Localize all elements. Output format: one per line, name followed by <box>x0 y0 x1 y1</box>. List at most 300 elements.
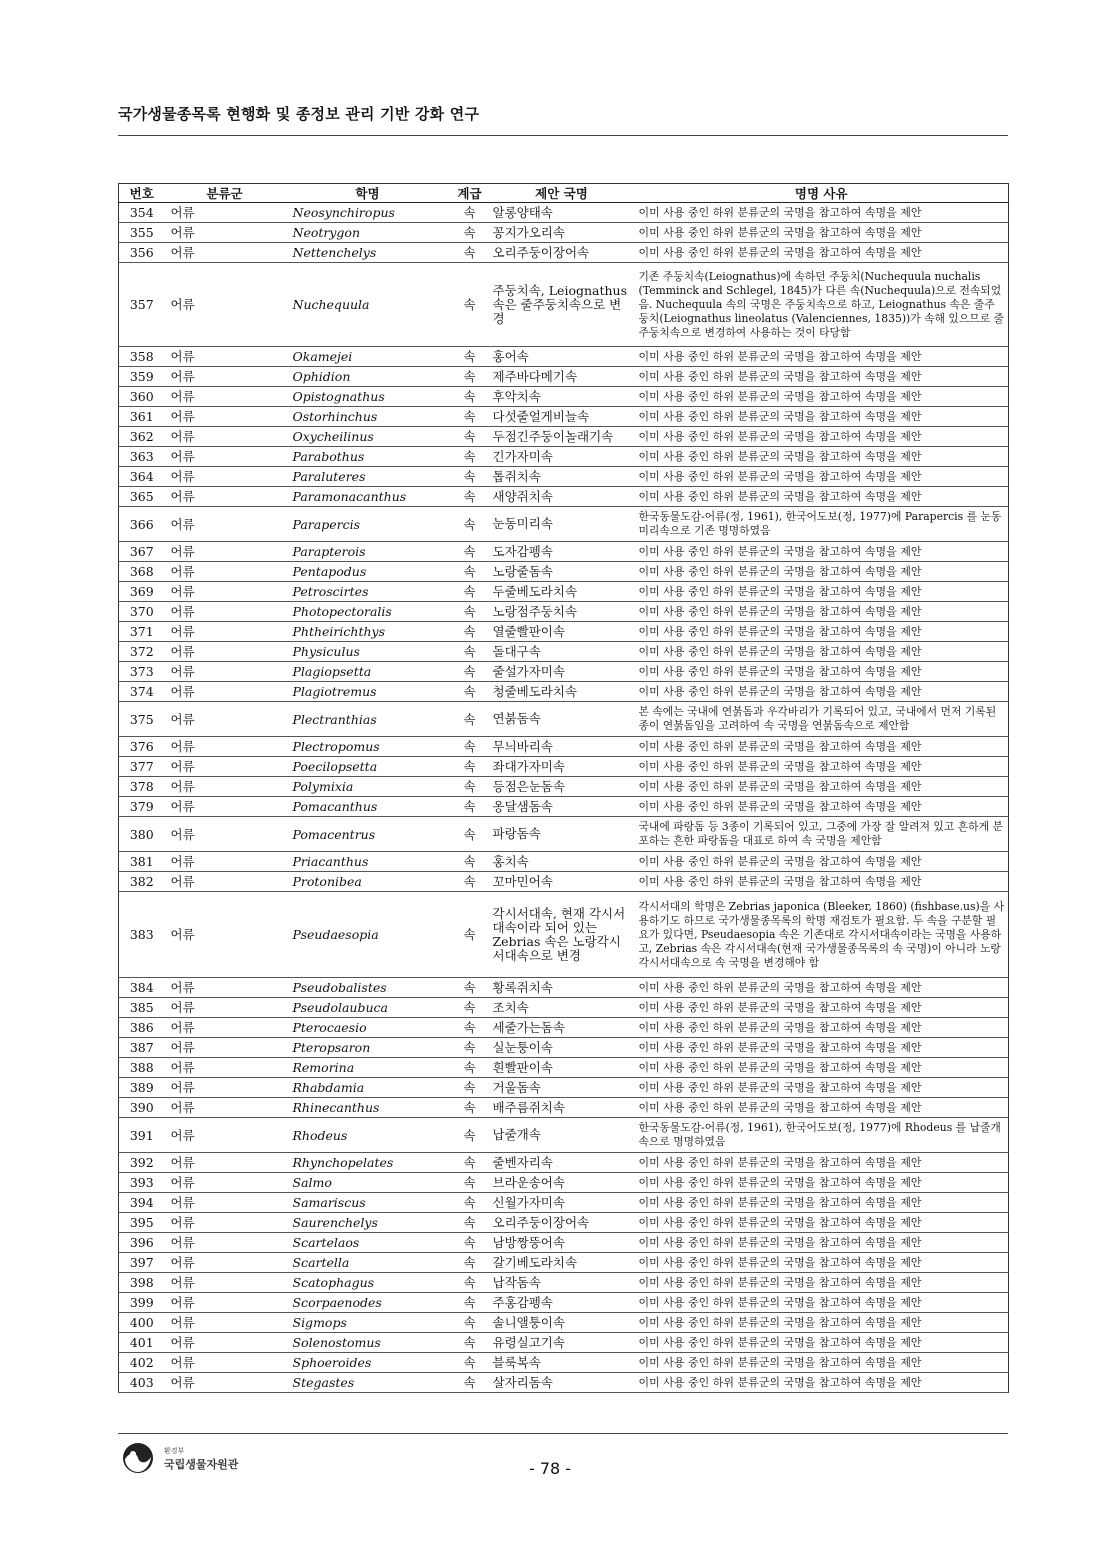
table-row <box>119 797 1009 817</box>
row-rank: 속 <box>451 1253 489 1273</box>
row-rank: 속 <box>451 1353 489 1373</box>
table-row <box>119 737 1009 757</box>
row-number: 376 <box>119 737 165 757</box>
row-reason: 이미 사용 중인 하위 분류군의 국명을 참고하여 속명을 제안 <box>635 562 1009 582</box>
row-reason: 이미 사용 중인 하위 분류군의 국명을 참고하여 속명을 제안 <box>635 642 1009 662</box>
row-scientific-name: Nuchequula <box>285 263 451 347</box>
row-group: 어류 <box>165 1253 285 1273</box>
table-row <box>119 1078 1009 1098</box>
row-number: 372 <box>119 642 165 662</box>
row-number: 394 <box>119 1193 165 1213</box>
row-scientific-name: Rhabdamia <box>285 1078 451 1098</box>
row-group: 어류 <box>165 407 285 427</box>
row-reason: 이미 사용 중인 하위 분류군의 국명을 참고하여 속명을 제안 <box>635 1173 1009 1193</box>
column-header: 명명 사유 <box>635 184 1009 203</box>
row-korean-name: 솔니앨퉁이속 <box>489 1313 635 1333</box>
row-scientific-name: Plagiopsetta <box>285 662 451 682</box>
row-korean-name: 긴가자미속 <box>489 447 635 467</box>
row-reason: 이미 사용 중인 하위 분류군의 국명을 참고하여 속명을 제안 <box>635 223 1009 243</box>
table-row <box>119 662 1009 682</box>
row-rank: 속 <box>451 1273 489 1293</box>
row-korean-name: 납작돔속 <box>489 1273 635 1293</box>
row-reason: 이미 사용 중인 하위 분류군의 국명을 참고하여 속명을 제안 <box>635 1078 1009 1098</box>
row-rank: 속 <box>451 998 489 1018</box>
row-reason: 이미 사용 중인 하위 분류군의 국명을 참고하여 속명을 제안 <box>635 1193 1009 1213</box>
row-number: 357 <box>119 263 165 347</box>
row-scientific-name: Okamejei <box>285 347 451 367</box>
row-reason: 이미 사용 중인 하위 분류군의 국명을 참고하여 속명을 제안 <box>635 682 1009 702</box>
row-rank: 속 <box>451 1173 489 1193</box>
table-row <box>119 1213 1009 1233</box>
row-number: 363 <box>119 447 165 467</box>
row-rank: 속 <box>451 642 489 662</box>
table-row <box>119 682 1009 702</box>
row-korean-name: 제주바다메기속 <box>489 367 635 387</box>
row-number: 386 <box>119 1018 165 1038</box>
row-korean-name: 두점긴주둥이놀래기속 <box>489 427 635 447</box>
row-rank: 속 <box>451 243 489 263</box>
row-reason: 이미 사용 중인 하위 분류군의 국명을 참고하여 속명을 제안 <box>635 447 1009 467</box>
row-group: 어류 <box>165 562 285 582</box>
row-scientific-name: Photopectoralis <box>285 602 451 622</box>
row-scientific-name: Rhynchopelates <box>285 1153 451 1173</box>
row-number: 375 <box>119 702 165 737</box>
row-group: 어류 <box>165 1173 285 1193</box>
row-scientific-name: Ophidion <box>285 367 451 387</box>
table-row <box>119 263 1009 347</box>
row-reason: 이미 사용 중인 하위 분류군의 국명을 참고하여 속명을 제안 <box>635 487 1009 507</box>
table-row <box>119 777 1009 797</box>
row-reason: 이미 사용 중인 하위 분류군의 국명을 참고하여 속명을 제안 <box>635 797 1009 817</box>
row-group: 어류 <box>165 757 285 777</box>
table-row <box>119 507 1009 542</box>
row-reason: 국내에 파랑돔 등 3종이 기록되어 있고, 그중에 가장 잘 알려져 있고 흔하게 분포하는 흔한 파랑돔을 대표로 하여 속 국명을 제안함 <box>635 817 1009 852</box>
row-group: 어류 <box>165 243 285 263</box>
row-number: 403 <box>119 1373 165 1393</box>
row-group: 어류 <box>165 1273 285 1293</box>
row-reason: 이미 사용 중인 하위 분류군의 국명을 참고하여 속명을 제안 <box>635 998 1009 1018</box>
table-row <box>119 542 1009 562</box>
row-group: 어류 <box>165 1193 285 1213</box>
row-number: 380 <box>119 817 165 852</box>
row-scientific-name: Stegastes <box>285 1373 451 1393</box>
row-scientific-name: Poecilopsetta <box>285 757 451 777</box>
row-number: 385 <box>119 998 165 1018</box>
row-scientific-name: Ostorhinchus <box>285 407 451 427</box>
row-scientific-name: Parabothus <box>285 447 451 467</box>
row-scientific-name: Petroscirtes <box>285 582 451 602</box>
row-number: 392 <box>119 1153 165 1173</box>
table-row <box>119 1313 1009 1333</box>
row-group: 어류 <box>165 507 285 542</box>
table-row <box>119 1333 1009 1353</box>
row-number: 398 <box>119 1273 165 1293</box>
row-reason: 이미 사용 중인 하위 분류군의 국명을 참고하여 속명을 제안 <box>635 777 1009 797</box>
row-reason: 이미 사용 중인 하위 분류군의 국명을 참고하여 속명을 제안 <box>635 978 1009 998</box>
table-row <box>119 1373 1009 1393</box>
row-rank: 속 <box>451 427 489 447</box>
row-rank: 속 <box>451 1153 489 1173</box>
row-group: 어류 <box>165 1078 285 1098</box>
row-number: 388 <box>119 1058 165 1078</box>
row-reason: 한국동물도감-어류(정, 1961), 한국어도보(정, 1977)에 Rhodeus 를 납줄개속으로 명명하였음 <box>635 1118 1009 1153</box>
row-rank: 속 <box>451 1038 489 1058</box>
row-reason: 이미 사용 중인 하위 분류군의 국명을 참고하여 속명을 제안 <box>635 757 1009 777</box>
row-korean-name: 눈동미리속 <box>489 507 635 542</box>
row-group: 어류 <box>165 223 285 243</box>
table-row <box>119 367 1009 387</box>
row-korean-name: 줄벤자리속 <box>489 1153 635 1173</box>
row-scientific-name: Pomacanthus <box>285 797 451 817</box>
row-rank: 속 <box>451 347 489 367</box>
row-number: 355 <box>119 223 165 243</box>
row-group: 어류 <box>165 1038 285 1058</box>
row-group: 어류 <box>165 1313 285 1333</box>
row-reason: 이미 사용 중인 하위 분류군의 국명을 참고하여 속명을 제안 <box>635 243 1009 263</box>
table-row <box>119 447 1009 467</box>
table-row <box>119 998 1009 1018</box>
row-group: 어류 <box>165 1018 285 1038</box>
table-row <box>119 387 1009 407</box>
row-korean-name: 오리주둥이장어속 <box>489 243 635 263</box>
row-rank: 속 <box>451 447 489 467</box>
row-number: 379 <box>119 797 165 817</box>
row-rank: 속 <box>451 263 489 347</box>
table-row <box>119 487 1009 507</box>
row-group: 어류 <box>165 467 285 487</box>
row-scientific-name: Scartella <box>285 1253 451 1273</box>
table-row <box>119 757 1009 777</box>
row-korean-name: 좌대가자미속 <box>489 757 635 777</box>
row-number: 383 <box>119 892 165 978</box>
row-korean-name: 각시서대속, 현재 각시서대속이라 되어 있는 Zebrias 속은 노랑각시서대속으로 변경 <box>489 892 635 978</box>
row-reason: 이미 사용 중인 하위 분류군의 국명을 참고하여 속명을 제안 <box>635 367 1009 387</box>
row-korean-name: 브라운송어속 <box>489 1173 635 1193</box>
row-reason: 이미 사용 중인 하위 분류군의 국명을 참고하여 속명을 제안 <box>635 852 1009 872</box>
row-korean-name: 열줄빨판이속 <box>489 622 635 642</box>
row-scientific-name: Scatophagus <box>285 1273 451 1293</box>
row-korean-name: 꽁지가오리속 <box>489 223 635 243</box>
row-number: 387 <box>119 1038 165 1058</box>
row-reason: 이미 사용 중인 하위 분류군의 국명을 참고하여 속명을 제안 <box>635 467 1009 487</box>
row-group: 어류 <box>165 662 285 682</box>
row-rank: 속 <box>451 737 489 757</box>
row-rank: 속 <box>451 1333 489 1353</box>
row-rank: 속 <box>451 757 489 777</box>
row-rank: 속 <box>451 682 489 702</box>
row-korean-name: 옹달샘돔속 <box>489 797 635 817</box>
row-rank: 속 <box>451 872 489 892</box>
row-korean-name: 조치속 <box>489 998 635 1018</box>
row-scientific-name: Pomacentrus <box>285 817 451 852</box>
table-row <box>119 1293 1009 1313</box>
row-rank: 속 <box>451 1213 489 1233</box>
row-korean-name: 도자감펭속 <box>489 542 635 562</box>
row-group: 어류 <box>165 347 285 367</box>
row-scientific-name: Neotrygon <box>285 223 451 243</box>
table-row <box>119 602 1009 622</box>
row-reason: 이미 사용 중인 하위 분류군의 국명을 참고하여 속명을 제안 <box>635 427 1009 447</box>
row-group: 어류 <box>165 892 285 978</box>
column-header: 번호 <box>119 184 165 203</box>
row-scientific-name: Solenostomus <box>285 1333 451 1353</box>
row-group: 어류 <box>165 487 285 507</box>
row-reason: 본 속에는 국내에 연붉돔과 우각바리가 기록되어 있고, 국내에서 먼저 기록된 종이 연붉돔임을 고려하여 속 국명을 연붉돔속으로 제안함 <box>635 702 1009 737</box>
page-header-title: 국가생물종목록 현행화 및 종정보 관리 기반 강화 연구 <box>118 105 480 123</box>
row-korean-name: 주둥치속, Leiognathus 속은 줄주둥치속으로 변경 <box>489 263 635 347</box>
row-number: 381 <box>119 852 165 872</box>
column-header: 분류군 <box>165 184 285 203</box>
row-korean-name: 톱쥐치속 <box>489 467 635 487</box>
row-number: 371 <box>119 622 165 642</box>
table-row <box>119 347 1009 367</box>
row-number: 401 <box>119 1333 165 1353</box>
row-korean-name: 노랑점주둥치속 <box>489 602 635 622</box>
row-korean-name: 무늬바리속 <box>489 737 635 757</box>
row-scientific-name: Paraluteres <box>285 467 451 487</box>
row-scientific-name: Oxycheilinus <box>285 427 451 447</box>
row-reason: 이미 사용 중인 하위 분류군의 국명을 참고하여 속명을 제안 <box>635 387 1009 407</box>
table-row <box>119 872 1009 892</box>
row-number: 377 <box>119 757 165 777</box>
row-korean-name: 유령실고기속 <box>489 1333 635 1353</box>
row-rank: 속 <box>451 662 489 682</box>
row-korean-name: 신월가자미속 <box>489 1193 635 1213</box>
row-reason: 이미 사용 중인 하위 분류군의 국명을 참고하여 속명을 제안 <box>635 1038 1009 1058</box>
row-group: 어류 <box>165 797 285 817</box>
row-korean-name: 다섯줄얼게비늘속 <box>489 407 635 427</box>
row-rank: 속 <box>451 852 489 872</box>
row-scientific-name: Polymixia <box>285 777 451 797</box>
row-korean-name: 블룩복속 <box>489 1353 635 1373</box>
row-group: 어류 <box>165 427 285 447</box>
table-body <box>119 203 1009 1393</box>
table-header-row <box>119 184 1009 203</box>
row-number: 361 <box>119 407 165 427</box>
row-reason: 이미 사용 중인 하위 분류군의 국명을 참고하여 속명을 제안 <box>635 1333 1009 1353</box>
row-scientific-name: Pseudobalistes <box>285 978 451 998</box>
row-scientific-name: Phtheirichthys <box>285 622 451 642</box>
row-reason: 이미 사용 중인 하위 분류군의 국명을 참고하여 속명을 제안 <box>635 1293 1009 1313</box>
row-scientific-name: Parapterois <box>285 542 451 562</box>
row-rank: 속 <box>451 602 489 622</box>
row-rank: 속 <box>451 777 489 797</box>
table-row <box>119 1118 1009 1153</box>
table-row <box>119 582 1009 602</box>
row-rank: 속 <box>451 1078 489 1098</box>
row-rank: 속 <box>451 1313 489 1333</box>
row-number: 368 <box>119 562 165 582</box>
row-number: 400 <box>119 1313 165 1333</box>
row-rank: 속 <box>451 223 489 243</box>
row-group: 어류 <box>165 642 285 662</box>
row-scientific-name: Scartelaos <box>285 1233 451 1253</box>
row-number: 402 <box>119 1353 165 1373</box>
row-number: 358 <box>119 347 165 367</box>
row-reason: 이미 사용 중인 하위 분류군의 국명을 참고하여 속명을 제안 <box>635 662 1009 682</box>
row-scientific-name: Protonibea <box>285 872 451 892</box>
row-group: 어류 <box>165 447 285 467</box>
row-group: 어류 <box>165 998 285 1018</box>
row-korean-name: 홍치속 <box>489 852 635 872</box>
row-scientific-name: Plagiotremus <box>285 682 451 702</box>
row-number: 373 <box>119 662 165 682</box>
row-number: 359 <box>119 367 165 387</box>
row-korean-name: 살자리돔속 <box>489 1373 635 1393</box>
species-table <box>118 183 1009 1393</box>
row-reason: 이미 사용 중인 하위 분류군의 국명을 참고하여 속명을 제안 <box>635 407 1009 427</box>
row-scientific-name: Sigmops <box>285 1313 451 1333</box>
row-korean-name: 황록쥐치속 <box>489 978 635 998</box>
row-korean-name: 알롱양태속 <box>489 203 635 223</box>
table-row <box>119 1193 1009 1213</box>
table-row <box>119 427 1009 447</box>
row-group: 어류 <box>165 1153 285 1173</box>
row-rank: 속 <box>451 978 489 998</box>
row-scientific-name: Rhinecanthus <box>285 1098 451 1118</box>
row-reason: 이미 사용 중인 하위 분류군의 국명을 참고하여 속명을 제안 <box>635 1313 1009 1333</box>
row-korean-name: 연붉돔속 <box>489 702 635 737</box>
row-scientific-name: Neosynchiropus <box>285 203 451 223</box>
table-row <box>119 407 1009 427</box>
row-rank: 속 <box>451 1373 489 1393</box>
table-row <box>119 1233 1009 1253</box>
row-number: 399 <box>119 1293 165 1313</box>
row-rank: 속 <box>451 702 489 737</box>
row-rank: 속 <box>451 507 489 542</box>
row-scientific-name: Remorina <box>285 1058 451 1078</box>
row-korean-name: 꼬마민어속 <box>489 872 635 892</box>
row-number: 397 <box>119 1253 165 1273</box>
row-korean-name: 주홍감펭속 <box>489 1293 635 1313</box>
row-reason: 이미 사용 중인 하위 분류군의 국명을 참고하여 속명을 제안 <box>635 1213 1009 1233</box>
row-reason: 이미 사용 중인 하위 분류군의 국명을 참고하여 속명을 제안 <box>635 542 1009 562</box>
row-reason: 이미 사용 중인 하위 분류군의 국명을 참고하여 속명을 제안 <box>635 1098 1009 1118</box>
table-row <box>119 467 1009 487</box>
row-number: 395 <box>119 1213 165 1233</box>
row-korean-name: 줄설가자미속 <box>489 662 635 682</box>
table-row <box>119 817 1009 852</box>
row-number: 364 <box>119 467 165 487</box>
row-rank: 속 <box>451 1018 489 1038</box>
row-group: 어류 <box>165 777 285 797</box>
row-number: 367 <box>119 542 165 562</box>
row-group: 어류 <box>165 978 285 998</box>
row-group: 어류 <box>165 263 285 347</box>
column-header: 계급 <box>451 184 489 203</box>
row-group: 어류 <box>165 602 285 622</box>
row-rank: 속 <box>451 387 489 407</box>
row-rank: 속 <box>451 1233 489 1253</box>
row-number: 365 <box>119 487 165 507</box>
row-reason: 이미 사용 중인 하위 분류군의 국명을 참고하여 속명을 제안 <box>635 1153 1009 1173</box>
row-number: 362 <box>119 427 165 447</box>
row-reason: 이미 사용 중인 하위 분류군의 국명을 참고하여 속명을 제안 <box>635 203 1009 223</box>
row-scientific-name: Pseudaesopia <box>285 892 451 978</box>
table-row <box>119 1038 1009 1058</box>
row-korean-name: 납줄개속 <box>489 1118 635 1153</box>
row-group: 어류 <box>165 1293 285 1313</box>
table-row <box>119 892 1009 978</box>
row-group: 어류 <box>165 387 285 407</box>
row-korean-name: 파랑돔속 <box>489 817 635 852</box>
row-korean-name: 노랑줄돔속 <box>489 562 635 582</box>
row-reason: 이미 사용 중인 하위 분류군의 국명을 참고하여 속명을 제안 <box>635 622 1009 642</box>
row-reason: 이미 사용 중인 하위 분류군의 국명을 참고하여 속명을 제안 <box>635 737 1009 757</box>
row-reason: 이미 사용 중인 하위 분류군의 국명을 참고하여 속명을 제안 <box>635 347 1009 367</box>
row-korean-name: 홍어속 <box>489 347 635 367</box>
row-group: 어류 <box>165 367 285 387</box>
row-number: 374 <box>119 682 165 702</box>
row-scientific-name: Priacanthus <box>285 852 451 872</box>
row-rank: 속 <box>451 622 489 642</box>
table-row <box>119 203 1009 223</box>
row-rank: 속 <box>451 797 489 817</box>
row-korean-name: 남방짱뚱어속 <box>489 1233 635 1253</box>
row-number: 390 <box>119 1098 165 1118</box>
table-row <box>119 642 1009 662</box>
row-scientific-name: Saurenchelys <box>285 1213 451 1233</box>
row-number: 396 <box>119 1233 165 1253</box>
row-reason: 이미 사용 중인 하위 분류군의 국명을 참고하여 속명을 제안 <box>635 602 1009 622</box>
row-rank: 속 <box>451 1118 489 1153</box>
table-row <box>119 1273 1009 1293</box>
table-row <box>119 1018 1009 1038</box>
row-reason: 이미 사용 중인 하위 분류군의 국명을 참고하여 속명을 제안 <box>635 1373 1009 1393</box>
row-group: 어류 <box>165 1058 285 1078</box>
row-scientific-name: Salmo <box>285 1173 451 1193</box>
row-scientific-name: Pentapodus <box>285 562 451 582</box>
row-number: 366 <box>119 507 165 542</box>
row-korean-name: 흰빨판이속 <box>489 1058 635 1078</box>
row-rank: 속 <box>451 1098 489 1118</box>
row-scientific-name: Pteropsaron <box>285 1038 451 1058</box>
row-rank: 속 <box>451 203 489 223</box>
row-korean-name: 거울돔속 <box>489 1078 635 1098</box>
row-rank: 속 <box>451 1293 489 1313</box>
table-row <box>119 223 1009 243</box>
row-group: 어류 <box>165 852 285 872</box>
row-rank: 속 <box>451 367 489 387</box>
row-reason: 이미 사용 중인 하위 분류군의 국명을 참고하여 속명을 제안 <box>635 582 1009 602</box>
row-scientific-name: Plectranthias <box>285 702 451 737</box>
table-row <box>119 243 1009 263</box>
row-korean-name: 갈기베도라치속 <box>489 1253 635 1273</box>
row-scientific-name: Plectropomus <box>285 737 451 757</box>
column-header: 학명 <box>285 184 451 203</box>
row-group: 어류 <box>165 582 285 602</box>
row-scientific-name: Pterocaesio <box>285 1018 451 1038</box>
row-group: 어류 <box>165 542 285 562</box>
species-table-container <box>118 183 1008 1393</box>
row-number: 360 <box>119 387 165 407</box>
table-row <box>119 1153 1009 1173</box>
row-group: 어류 <box>165 682 285 702</box>
row-group: 어류 <box>165 1373 285 1393</box>
row-scientific-name: Opistognathus <box>285 387 451 407</box>
row-group: 어류 <box>165 203 285 223</box>
table-row <box>119 978 1009 998</box>
row-scientific-name: Paramonacanthus <box>285 487 451 507</box>
row-scientific-name: Sphoeroides <box>285 1353 451 1373</box>
table-row <box>119 852 1009 872</box>
row-number: 389 <box>119 1078 165 1098</box>
row-korean-name: 돌대구속 <box>489 642 635 662</box>
row-reason: 한국동물도감-어류(정, 1961), 한국어도보(정, 1977)에 Parapercis 를 눈동미리속으로 기존 명명하였음 <box>635 507 1009 542</box>
row-rank: 속 <box>451 892 489 978</box>
row-number: 393 <box>119 1173 165 1193</box>
row-rank: 속 <box>451 487 489 507</box>
